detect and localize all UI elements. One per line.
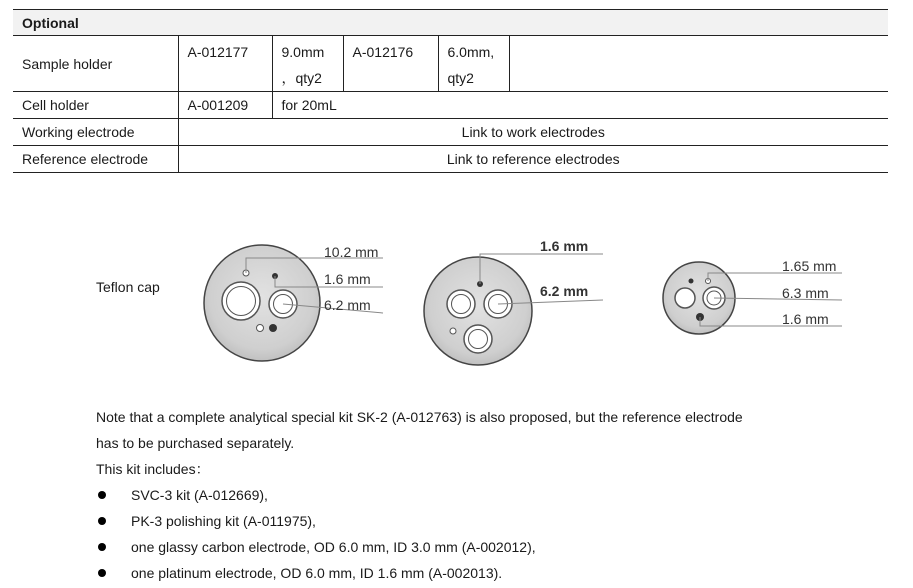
teflon-cap-label: Teflon cap xyxy=(96,279,160,295)
dimension-label: 6.2 mm xyxy=(324,297,371,313)
dimension-label: 1.6 mm xyxy=(540,238,589,254)
teflon-cap-3 xyxy=(663,258,842,334)
pin-dot xyxy=(689,279,694,284)
list-item xyxy=(96,508,856,534)
dimension-label: 6.2 mm xyxy=(540,283,589,299)
hole-inner xyxy=(469,330,488,349)
reference-electrode-link[interactable]: Link to reference electrodes xyxy=(178,146,888,173)
kit-intro: This kit includes： xyxy=(96,461,210,477)
dimension-label: 1.6 mm xyxy=(782,311,829,327)
kit-items-list xyxy=(96,482,856,586)
list-item-text: SVC-3 kit (A-012669), xyxy=(131,487,268,503)
dimension-label: 6.3 mm xyxy=(782,285,829,301)
teflon-cap-2 xyxy=(424,238,603,365)
cell-holder-label: Cell holder xyxy=(13,92,178,119)
bullet-icon xyxy=(98,569,106,577)
hole xyxy=(675,288,695,308)
small-hole xyxy=(450,328,456,334)
note-line-1: Note that a complete analytical special kit SK-2 (A-012763) is also proposed, but the reference electrode xyxy=(96,409,743,425)
dimension-label: 1.65 mm xyxy=(782,258,837,274)
bullet-icon xyxy=(98,517,106,525)
list-item-text: one glassy carbon electrode, OD 6.0 mm, ID 3.0 mm (A-002012), xyxy=(131,539,536,555)
cell-holder-desc: for 20mL xyxy=(272,92,888,119)
sample-holder-code-2: A-012176 xyxy=(343,36,438,92)
dimension-label: 1.6 mm xyxy=(324,271,371,287)
small-hole xyxy=(257,325,264,332)
cell-holder-code: A-001209 xyxy=(178,92,272,119)
list-item-text: PK-3 polishing kit (A-011975), xyxy=(131,513,316,529)
dimension-label: 10.2 mm xyxy=(324,244,379,260)
bullet-icon xyxy=(98,543,106,551)
sample-holder-desc-2-line2: qty2 xyxy=(447,70,474,86)
pin-dot xyxy=(269,324,277,332)
working-electrode-label: Working electrode xyxy=(13,119,178,146)
working-electrode-link[interactable]: Link to work electrodes xyxy=(178,119,888,146)
note-line-2: has to be purchased separately. xyxy=(96,435,295,451)
large-hole-inner xyxy=(227,287,256,316)
sample-holder-code-1: A-012177 xyxy=(178,36,272,92)
list-item xyxy=(96,482,856,508)
table-header: Optional xyxy=(13,10,888,36)
reference-electrode-label: Reference electrode xyxy=(13,146,178,173)
kit-note xyxy=(96,404,856,586)
bullet-icon xyxy=(98,491,106,499)
list-item-text: one platinum electrode, OD 6.0 mm, ID 1.6 mm (A-002013). xyxy=(131,565,503,581)
sample-holder-desc-2-line1: 6.0mm, xyxy=(447,44,495,60)
sample-holder-desc-1-line1: 9.0mm xyxy=(281,44,325,60)
sample-holder-label: Sample holder xyxy=(13,36,178,92)
hole-inner xyxy=(452,295,471,314)
list-item xyxy=(96,534,856,560)
sample-holder-desc-1-line2: ，qty2 xyxy=(281,70,322,86)
list-item xyxy=(96,560,856,586)
teflon-cap-1 xyxy=(204,244,383,361)
